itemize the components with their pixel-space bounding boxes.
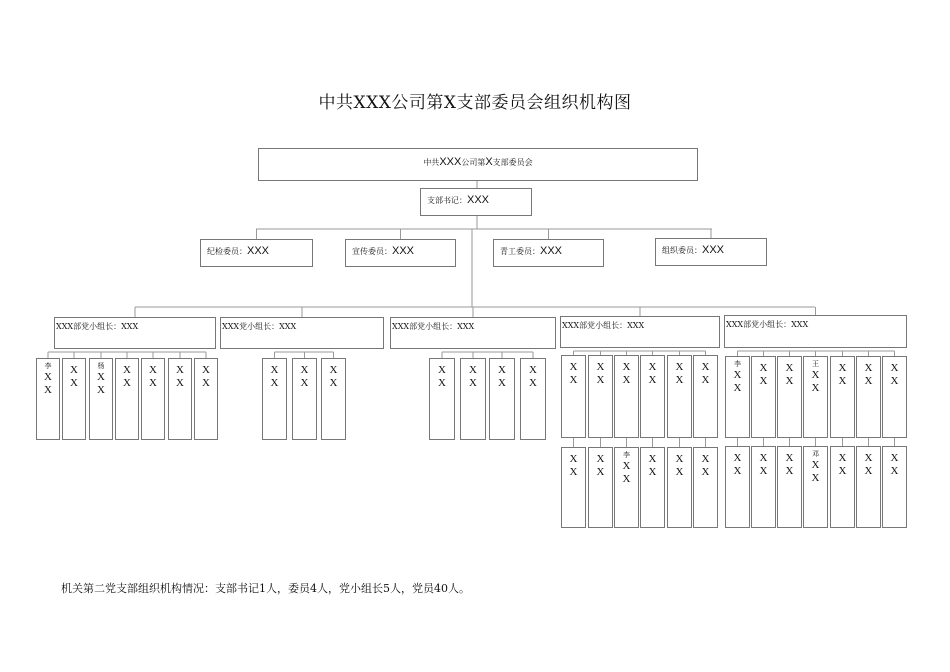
committee-member-label [352, 245, 414, 257]
party-member-name [562, 361, 585, 387]
member-name-char: X [733, 382, 742, 394]
party-member-name [615, 361, 638, 387]
party-member-box [856, 446, 881, 528]
party-member-name [752, 452, 775, 478]
party-member-name [562, 453, 585, 479]
party-member-name [195, 364, 217, 390]
group-leader-box [390, 317, 556, 349]
party-member-box [640, 447, 665, 528]
party-member-box [561, 355, 586, 438]
member-name-char: X [701, 361, 710, 373]
member-name: XXX [540, 245, 563, 257]
party-member-box [588, 355, 613, 438]
party-member-name [90, 362, 112, 397]
party-member-name [322, 364, 345, 390]
party-member-name [857, 452, 880, 478]
party-member-name [63, 364, 85, 390]
member-name-char: X [469, 364, 477, 376]
member-name-char: X [759, 465, 768, 477]
group-name: XXX [726, 320, 744, 329]
committee-box [258, 148, 698, 181]
group-role: 部党小组长： [409, 322, 458, 331]
group-leader-label [222, 321, 296, 332]
party-member-box [262, 358, 287, 440]
party-member-box [803, 446, 828, 528]
party-member-name [831, 362, 854, 388]
party-member-name [668, 453, 691, 479]
member-name-char: X [785, 375, 794, 387]
page-title: 中共XXX公司第X支部委员会组织机构图 [318, 93, 632, 113]
party-member-name [831, 452, 854, 478]
party-member-box [292, 358, 317, 440]
committee-member-label [662, 244, 724, 256]
party-member-name [778, 452, 801, 478]
committee-member-box [493, 239, 604, 267]
committee-mid: 公司第 [461, 158, 486, 167]
member-surname: 李 [44, 362, 52, 370]
party-member-box [830, 446, 855, 528]
party-member-name [883, 362, 906, 388]
party-member-name [857, 362, 880, 388]
party-member-box [614, 355, 639, 438]
member-name-char: X [864, 452, 873, 464]
member-surname: 王 [812, 360, 819, 368]
group-leader-name: XXX [279, 322, 297, 331]
party-member-box [777, 446, 802, 528]
member-name: XXX [702, 244, 725, 256]
member-name-char: X [811, 369, 820, 381]
member-name-char: X [733, 369, 742, 381]
member-name-char: X [890, 375, 899, 387]
member-name-char: X [202, 364, 210, 376]
group-leader-label [392, 321, 474, 332]
committee-suffix: 支部委员会 [492, 158, 533, 167]
member-name-char: X [759, 362, 768, 374]
party-member-box [89, 358, 113, 440]
member-name-char: X [838, 375, 847, 387]
member-name-char: X [701, 453, 710, 465]
party-member-box [141, 358, 165, 440]
member-name-char: X [70, 364, 78, 376]
summary-note: 机关第二党支部组织机构情况：支部书记1人，委员4人，党小组长5人，党员40人。 [61, 582, 470, 595]
party-member-box [36, 358, 60, 440]
member-name-char: X [890, 362, 899, 374]
party-member-name [589, 361, 612, 387]
member-role: 宣传委员： [352, 247, 392, 256]
member-name-char: X [596, 453, 605, 465]
party-member-box [321, 358, 346, 440]
party-member-name [804, 450, 827, 485]
member-name-char: X [70, 377, 78, 389]
secretary-box [420, 188, 532, 216]
member-name-char: X [864, 375, 873, 387]
group-leader-name: XXX [457, 322, 475, 331]
group-leader-label [726, 319, 808, 330]
party-member-name [694, 361, 717, 387]
party-member-name [490, 364, 514, 390]
party-member-box [725, 446, 750, 528]
group-name: XXX [392, 322, 410, 331]
member-name-char: X [149, 364, 157, 376]
member-name-char: X [838, 465, 847, 477]
party-member-box [830, 356, 855, 438]
party-member-name [726, 360, 749, 395]
party-member-name [726, 452, 749, 478]
member-name-char: X [438, 377, 446, 389]
party-member-name [804, 360, 827, 395]
secretary-label-wrap [427, 194, 489, 206]
party-member-box [588, 447, 613, 528]
member-name-char: X [300, 377, 309, 389]
group-role: 部党小组长： [73, 322, 122, 331]
member-name-char: X [569, 466, 578, 478]
member-name-char: X [149, 377, 157, 389]
member-name-char: X [759, 452, 768, 464]
party-member-box [667, 447, 692, 528]
party-member-box [777, 356, 802, 438]
group-leader-box [220, 317, 384, 349]
party-member-name [668, 361, 691, 387]
member-name-char: X [44, 384, 52, 396]
party-member-box [751, 446, 776, 528]
member-name-char: X [270, 377, 279, 389]
party-member-box [489, 358, 515, 440]
member-name-char: X [498, 364, 506, 376]
member-name: XXX [247, 245, 270, 257]
party-member-name [615, 451, 638, 486]
member-name-char: X [569, 453, 578, 465]
party-member-name [169, 364, 191, 390]
member-name-char: X [648, 361, 657, 373]
party-member-name [293, 364, 316, 390]
group-role: 党小组长： [239, 322, 280, 331]
member-name-char: X [890, 465, 899, 477]
party-member-box [460, 358, 486, 440]
member-role: 纪检委员： [207, 247, 247, 256]
party-member-box [640, 355, 665, 438]
group-name: XXX [56, 322, 74, 331]
member-name-char: X [648, 374, 657, 386]
party-member-name [641, 453, 664, 479]
committee-label [259, 156, 697, 168]
party-member-box [856, 356, 881, 438]
member-name-char: X [733, 465, 742, 477]
member-name-char: X [759, 375, 768, 387]
member-role: 组织委员： [662, 246, 702, 255]
member-name-char: X [569, 361, 578, 373]
member-name-char: X [648, 453, 657, 465]
member-name-char: X [701, 466, 710, 478]
party-member-name [430, 364, 454, 390]
member-name-char: X [785, 362, 794, 374]
member-surname: 李 [623, 451, 630, 459]
party-member-box [667, 355, 692, 438]
member-name-char: X [890, 452, 899, 464]
member-name-char: X [701, 374, 710, 386]
member-name-char: X [675, 361, 684, 373]
member-name-char: X [123, 377, 131, 389]
secretary-label: 支部书记： [427, 196, 467, 205]
member-name-char: X [176, 377, 184, 389]
member-name-char: X [270, 364, 279, 376]
party-member-box [882, 446, 907, 528]
party-member-box [725, 356, 750, 438]
committee-member-label [207, 245, 269, 257]
committee-member-box [345, 239, 456, 267]
member-name-char: X [838, 362, 847, 374]
party-member-box [693, 355, 718, 438]
member-name-char: X [622, 460, 631, 472]
party-member-name [142, 364, 164, 390]
party-member-box [115, 358, 139, 440]
group-leader-box [560, 316, 720, 348]
member-name-char: X [202, 377, 210, 389]
party-member-box [693, 447, 718, 528]
member-name-char: X [529, 377, 537, 389]
group-leader-box [54, 317, 216, 349]
member-name-char: X [123, 364, 131, 376]
member-name-char: X [864, 465, 873, 477]
party-member-name [263, 364, 286, 390]
committee-name1: XXX [439, 156, 462, 168]
secretary-name: XXX [467, 194, 490, 206]
member-name-char: X [176, 364, 184, 376]
member-name-char: X [300, 364, 309, 376]
group-leader-name: XXX [627, 321, 645, 330]
member-name-char: X [675, 466, 684, 478]
member-name-char: X [622, 473, 631, 485]
party-member-box [429, 358, 455, 440]
member-name-char: X [596, 361, 605, 373]
party-member-box [751, 356, 776, 438]
party-member-box [882, 356, 907, 438]
member-name-char: X [785, 465, 794, 477]
group-name: XXX [562, 321, 580, 330]
member-name-char: X [97, 384, 105, 396]
group-leader-name: XXX [791, 320, 809, 329]
party-member-name [641, 361, 664, 387]
member-name-char: X [648, 466, 657, 478]
member-role: 青工委员： [500, 247, 540, 256]
member-name-char: X [811, 472, 820, 484]
member-name-char: X [675, 374, 684, 386]
party-member-box [803, 356, 828, 438]
party-member-name [694, 453, 717, 479]
party-member-name [883, 452, 906, 478]
member-name-char: X [838, 452, 847, 464]
party-member-name [116, 364, 138, 390]
committee-member-box [655, 238, 767, 266]
member-name-char: X [596, 374, 605, 386]
committee-prefix: 中共 [423, 158, 440, 167]
member-name-char: X [811, 382, 820, 394]
party-member-name [752, 362, 775, 388]
member-name-char: X [329, 364, 338, 376]
group-leader-label [562, 320, 644, 331]
member-name-char: X [811, 459, 820, 471]
party-member-box [614, 447, 639, 528]
member-name: XXX [392, 245, 415, 257]
member-name-char: X [569, 374, 578, 386]
party-member-box [168, 358, 192, 440]
party-member-name [778, 362, 801, 388]
member-name-char: X [498, 377, 506, 389]
group-leader-box [724, 315, 907, 348]
party-member-name [461, 364, 485, 390]
group-role: 部党小组长： [579, 321, 628, 330]
member-name-char: X [675, 453, 684, 465]
member-surname: 李 [734, 360, 741, 368]
committee-member-box [200, 239, 313, 267]
committee-member-label [500, 245, 562, 257]
member-name-char: X [529, 364, 537, 376]
member-name-char: X [97, 371, 105, 383]
group-role: 部党小组长： [743, 320, 792, 329]
group-leader-label [56, 321, 138, 332]
member-name-char: X [44, 371, 52, 383]
party-member-name [589, 453, 612, 479]
member-name-char: X [622, 361, 631, 373]
party-member-box [520, 358, 546, 440]
member-name-char: X [733, 452, 742, 464]
member-name-char: X [596, 466, 605, 478]
member-name-char: X [785, 452, 794, 464]
committee-name2: X [485, 156, 493, 168]
member-name-char: X [329, 377, 338, 389]
party-member-box [194, 358, 218, 440]
member-name-char: X [622, 374, 631, 386]
party-member-box [62, 358, 86, 440]
group-leader-name: XXX [121, 322, 139, 331]
member-name-char: X [864, 362, 873, 374]
member-surname: 邓 [812, 450, 819, 458]
party-member-name [37, 362, 59, 397]
member-name-char: X [469, 377, 477, 389]
member-name-char: X [438, 364, 446, 376]
member-surname: 杨 [97, 362, 105, 370]
party-member-box [561, 447, 586, 528]
party-member-name [521, 364, 545, 390]
group-name: XXX [222, 322, 240, 331]
